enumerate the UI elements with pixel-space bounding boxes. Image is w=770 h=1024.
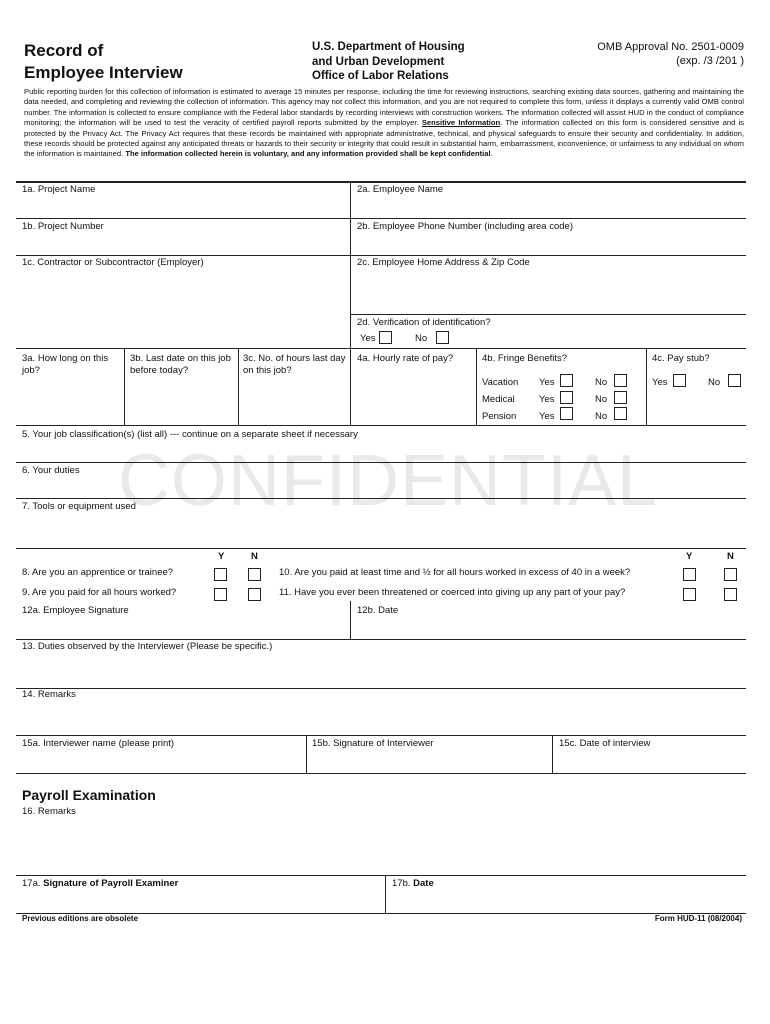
rule xyxy=(16,639,746,640)
divider-col xyxy=(646,348,647,425)
rule-top xyxy=(16,181,746,183)
vacation-no-label: No xyxy=(595,377,608,388)
rule xyxy=(16,425,746,426)
medical-no-label: No xyxy=(595,394,608,405)
field-project-name[interactable]: 1a. Project Name xyxy=(22,184,96,195)
footer-obsolete-note: Previous editions are obsolete xyxy=(22,914,139,923)
paystub-no-checkbox[interactable] xyxy=(728,374,741,387)
q9-yes-checkbox[interactable] xyxy=(214,588,227,601)
payroll-section-title: Payroll Examination xyxy=(22,787,156,803)
q-left-y-header: Y xyxy=(218,551,225,562)
field-how-long[interactable]: 3a. How long on this job? xyxy=(22,353,109,376)
form-title-line1: Record of xyxy=(24,41,104,60)
form-title-line2: Employee Interview xyxy=(24,63,183,82)
paystub-yes-checkbox[interactable] xyxy=(673,374,686,387)
field-signature-date[interactable]: 12b. Date xyxy=(357,605,399,616)
field-examiner-signature[interactable] xyxy=(22,878,178,890)
field-examiner-date-label: Date xyxy=(413,878,434,889)
field-interviewer-name[interactable]: 15a. Interviewer name (please print) xyxy=(22,738,175,749)
field-examiner-date-number: 17b. xyxy=(392,878,414,889)
q-left-n-header: N xyxy=(251,551,258,562)
field-payroll-remarks[interactable]: 16. Remarks xyxy=(22,806,76,817)
omb-number: OMB Approval No. 2501-0009 xyxy=(597,41,744,53)
q11-no-checkbox[interactable] xyxy=(724,588,737,601)
pension-label: Pension xyxy=(482,411,517,422)
omb-approval xyxy=(504,40,744,68)
omb-expiration: (exp. /3 /201 ) xyxy=(676,55,744,67)
rule xyxy=(350,314,746,315)
q-right-y-header: Y xyxy=(686,551,693,562)
verify-no-label: No xyxy=(415,333,428,344)
field-examiner-signature-number: 17a. xyxy=(22,878,44,889)
agency-line3: Office of Labor Relations xyxy=(312,70,449,82)
medical-no-checkbox[interactable] xyxy=(614,391,627,404)
form-title xyxy=(24,40,183,84)
field-tools[interactable]: 7. Tools or equipment used xyxy=(22,501,136,512)
rule xyxy=(16,462,746,463)
notice-sensitive: Sensitive Information xyxy=(421,118,501,128)
divider-col xyxy=(350,348,351,425)
agency-line1: U.S. Department of Housing xyxy=(312,41,465,53)
burden-notice xyxy=(24,87,744,160)
field-hours-last-day[interactable]: 3c. No. of hours last day on this job? xyxy=(243,353,346,376)
rule xyxy=(16,255,746,256)
q11-yes-checkbox[interactable] xyxy=(683,588,696,601)
verify-yes-label: Yes xyxy=(360,333,376,344)
field-pay-stub: 4c. Pay stub? xyxy=(652,353,710,364)
field-examiner-date[interactable] xyxy=(392,878,434,890)
rule xyxy=(16,688,746,689)
notice-text-1: Public reporting burden for this collection of information is estimated to average 15 minutes per response, including the time for reviewing instructions, searching existing data sources, gathering and maintaining the data needed, and completing and reviewing the collection of information. This agency may not collect this information, and you are not required to complete this form, unless it displays a currently valid OMB control number. The information is collected to ensure compliance with the Federal labor standards by recording interviews with construction workers. The information collected will assist HUD in the conduct of compliance monitoring; the information will be used to test the veracity of certified payroll reports submitted by the employer. xyxy=(24,87,744,128)
rule xyxy=(16,218,746,219)
q10-yes-checkbox[interactable] xyxy=(683,568,696,581)
field-verification: 2d. Verification of identification? xyxy=(357,317,491,328)
question-apprentice: 8. Are you an apprentice or trainee? xyxy=(22,567,174,578)
pension-yes-checkbox[interactable] xyxy=(560,407,573,420)
divider-col xyxy=(476,348,477,425)
divider-col xyxy=(238,348,239,425)
field-hourly-rate[interactable]: 4a. Hourly rate of pay? xyxy=(357,353,454,364)
vacation-yes-label: Yes xyxy=(539,377,555,388)
divider-col xyxy=(350,181,351,348)
rule xyxy=(16,348,746,349)
q9-no-checkbox[interactable] xyxy=(248,588,261,601)
field-contractor[interactable]: 1c. Contractor or Subcontractor (Employer) xyxy=(22,257,204,268)
divider-col xyxy=(124,348,125,425)
verify-no-checkbox[interactable] xyxy=(436,331,449,344)
q10-no-checkbox[interactable] xyxy=(724,568,737,581)
field-interview-date[interactable]: 15c. Date of interview xyxy=(559,738,651,749)
agency-name xyxy=(312,40,465,84)
pension-yes-label: Yes xyxy=(539,411,555,422)
pension-no-label: No xyxy=(595,411,608,422)
rule xyxy=(16,875,746,876)
pension-no-checkbox[interactable] xyxy=(614,407,627,420)
field-interviewer-signature[interactable]: 15b. Signature of Interviewer xyxy=(312,738,434,749)
field-fringe-benefits: 4b. Fringe Benefits? xyxy=(482,353,568,364)
vacation-no-checkbox[interactable] xyxy=(614,374,627,387)
medical-yes-checkbox[interactable] xyxy=(560,391,573,404)
rule xyxy=(16,735,746,736)
divider-col xyxy=(350,601,351,639)
notice-text-2: . The information collected on this form is considered sensitive and is protected by the Privacy Act. The Privacy Act requires that these records be maintained with appropriate administrative, technical, and physical safeguards to ensure their security and confidentiality. In addition, these records should be protected against any anticipated threats or hazards to their security or integrity that could result in substantial harm, embarrassment, inconvenience, or unfairness to any individual on whom the information is maintained. xyxy=(24,118,744,159)
question-coerced: 11. Have you ever been threatened or coerced into giving up any part of your pay? xyxy=(279,587,626,598)
notice-period: . xyxy=(490,149,493,159)
rule xyxy=(16,773,746,774)
field-employee-signature[interactable]: 12a. Employee Signature xyxy=(22,605,129,616)
notice-voluntary: The information collected herein is voluntary, and any information provided shall be kept confidential xyxy=(125,149,491,159)
verify-yes-checkbox[interactable] xyxy=(379,331,392,344)
field-employee-phone[interactable]: 2b. Employee Phone Number (including area code) xyxy=(357,221,573,232)
q8-no-checkbox[interactable] xyxy=(248,568,261,581)
confidential-watermark: CONFIDENTIAL xyxy=(118,441,659,521)
paystub-no-label: No xyxy=(708,377,721,388)
agency-line2: and Urban Development xyxy=(312,55,445,68)
divider-col xyxy=(385,875,386,913)
vacation-label: Vacation xyxy=(482,377,519,388)
field-last-date[interactable]: 3b. Last date on this job before today? xyxy=(130,353,231,376)
paystub-yes-label: Yes xyxy=(652,377,668,388)
field-remarks[interactable]: 14. Remarks xyxy=(22,689,76,700)
divider-col xyxy=(552,735,553,773)
rule xyxy=(16,548,746,549)
field-job-classification[interactable]: 5. Your job classification(s) (list all) --- continue on a separate sheet if necessary xyxy=(22,429,358,440)
question-overtime: 10. Are you paid at least time and ½ for all hours worked in excess of 40 in a week? xyxy=(279,567,631,578)
field-home-address[interactable]: 2c. Employee Home Address & Zip Code xyxy=(357,257,530,268)
field-employee-name[interactable]: 2a. Employee Name xyxy=(357,184,444,195)
q-right-n-header: N xyxy=(727,551,734,562)
rule xyxy=(16,498,746,499)
medical-label: Medical xyxy=(482,394,515,405)
question-paid-all-hours: 9. Are you paid for all hours worked? xyxy=(22,587,177,598)
footer-form-number: Form HUD-11 (08/2004) xyxy=(654,914,742,923)
q8-yes-checkbox[interactable] xyxy=(214,568,227,581)
field-examiner-signature-label: Signature of Payroll Examiner xyxy=(43,878,179,889)
field-duties[interactable]: 6. Your duties xyxy=(22,465,80,476)
medical-yes-label: Yes xyxy=(539,394,555,405)
divider-col xyxy=(306,735,307,773)
field-duties-observed[interactable]: 13. Duties observed by the Interviewer (Please be specific.) xyxy=(22,641,273,652)
vacation-yes-checkbox[interactable] xyxy=(560,374,573,387)
field-project-number[interactable]: 1b. Project Number xyxy=(22,221,104,232)
